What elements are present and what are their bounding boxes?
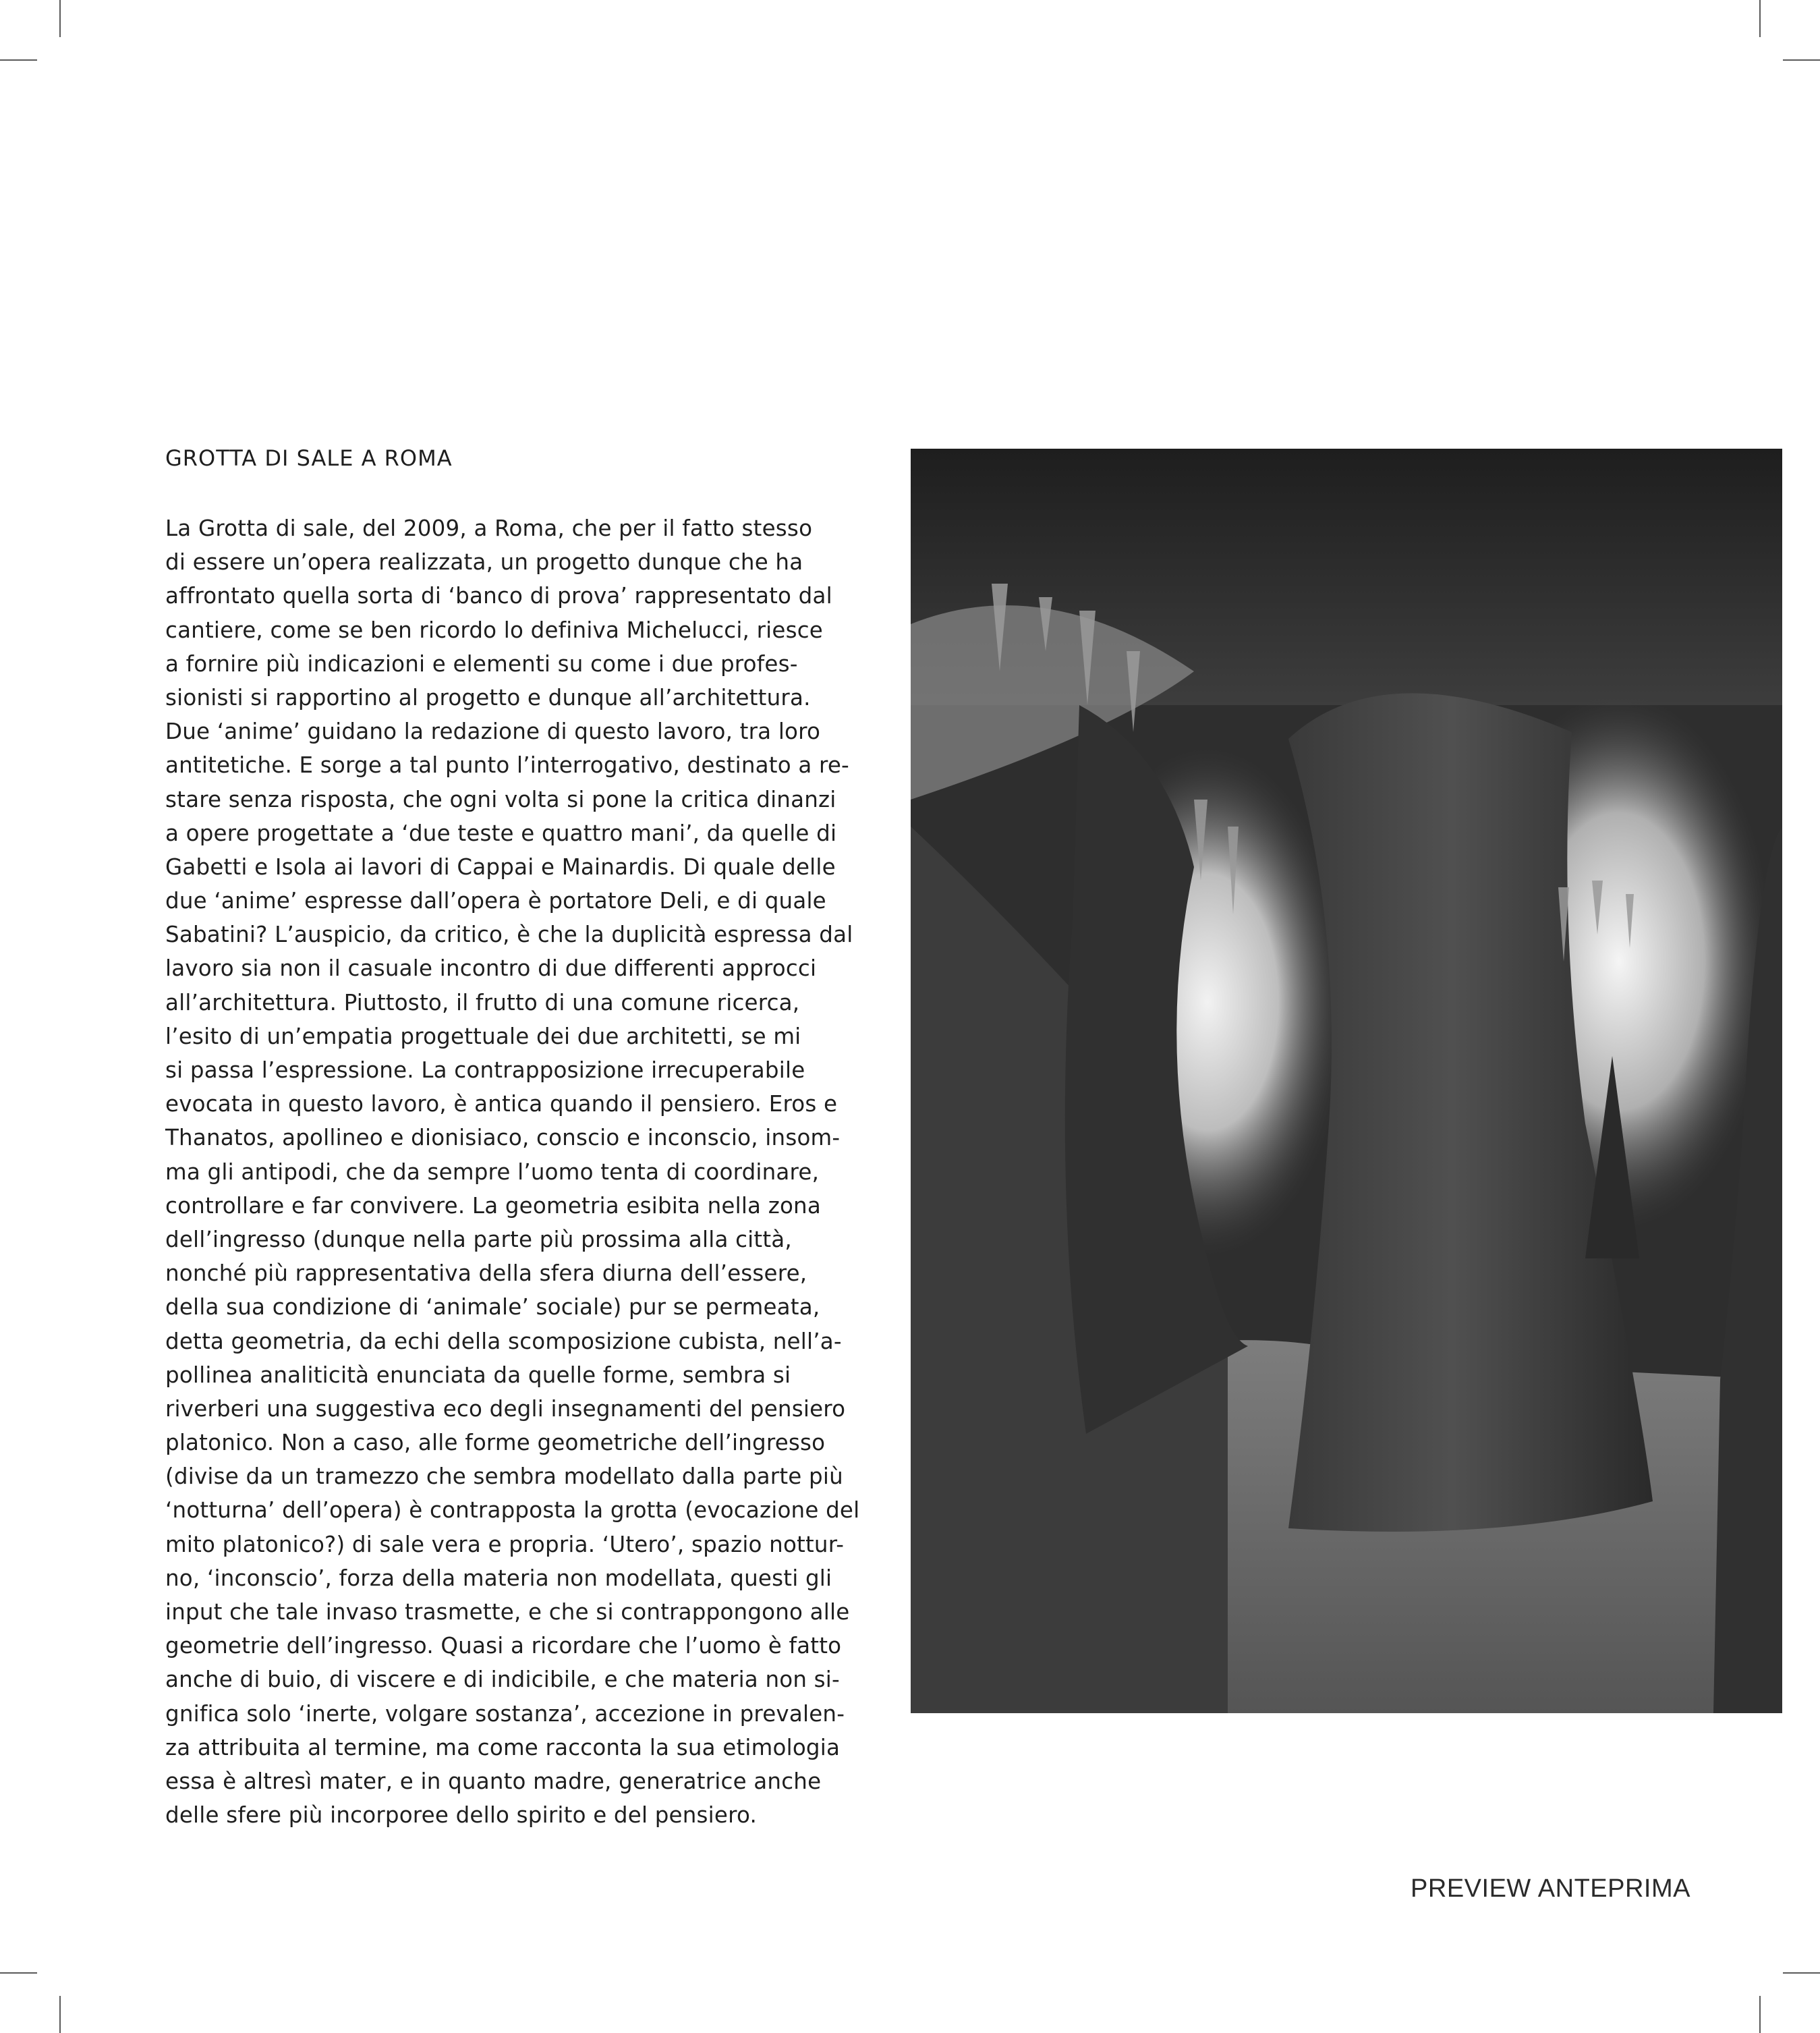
- body-line: di essere un’opera realizzata, un progetto dunque che ha: [165, 549, 803, 576]
- body-line: lavoro sia non il casuale incontro di due differenti approcci: [165, 955, 817, 982]
- body-line: due ‘anime’ espresse dall’opera è portatore Deli, e di quale: [165, 888, 826, 914]
- crop-mark-top-right-h: [1783, 59, 1820, 61]
- body-line: evocata in questo lavoro, è antica quando il pensiero. Eros e: [165, 1091, 838, 1117]
- crop-mark-bottom-right-h: [1783, 1972, 1820, 1974]
- body-line: Due ‘anime’ guidano la redazione di questo lavoro, tra loro: [165, 719, 821, 745]
- body-line: anche di buio, di viscere e di indicibile, e che materia non si-: [165, 1667, 840, 1693]
- body-line: Thanatos, apollineo e dionisiaco, conscio e inconscio, insom-: [165, 1125, 841, 1151]
- body-line: mito platonico?) di sale vera e propria. ‘Utero’, spazio nottur-: [165, 1531, 845, 1557]
- body-line: platonico. Non a caso, alle forme geometriche dell’ingresso: [165, 1430, 826, 1456]
- body-line: essa è altresì mater, e in quanto madre, generatrice anche: [165, 1768, 822, 1794]
- body-line: input che tale invaso trasmette, e che si contrappongono alle: [165, 1599, 850, 1625]
- body-line: ‘notturna’ dell’opera) è contrapposta la grotta (evocazione del: [165, 1497, 860, 1524]
- body-line: za attribuita al termine, ma come racconta la sua etimologia: [165, 1734, 841, 1760]
- crop-mark-bottom-left: [59, 1996, 61, 2033]
- body-line: cantiere, come se ben ricordo lo definiva Michelucci, riesce: [165, 617, 824, 643]
- body-line: La Grotta di sale, del 2009, a Roma, che per il fatto stesso: [165, 516, 813, 541]
- body-line: a fornire più indicazioni e elementi su come i due profes-: [165, 650, 798, 677]
- body-line: controllare e far convivere. La geometria esibita nella zona: [165, 1192, 821, 1219]
- article-body: [165, 511, 860, 1832]
- body-line: no, ‘inconscio’, forza della materia non modellata, questi gli: [165, 1565, 832, 1591]
- body-line: della sua condizione di ‘animale’ sociale) pur se permeata,: [165, 1294, 820, 1320]
- crop-mark-bottom-right: [1759, 1996, 1761, 2033]
- footer-label: [1411, 1874, 1690, 1903]
- body-line: a opere progettate a ‘due teste e quattro mani’, da quelle di: [165, 820, 837, 846]
- body-line: geometrie dell’ingresso. Quasi a ricordare che l’uomo è fatto: [165, 1633, 842, 1659]
- cave-photo-image: [911, 449, 1782, 1713]
- body-line: Sabatini? L’auspicio, da critico, è che la duplicità espressa dal: [165, 922, 853, 948]
- body-line: antitetiche. E sorge a tal punto l’interrogativo, destinato a re-: [165, 752, 849, 779]
- cave-photo: [911, 449, 1782, 1713]
- crop-mark-top-left-h: [0, 59, 37, 61]
- crop-mark-bottom-left-h: [0, 1972, 37, 1974]
- body-line: gnifica solo ‘inerte, volgare sostanza’, accezione in prevalen-: [165, 1700, 845, 1727]
- body-line: detta geometria, da echi della scomposizione cubista, nell’a-: [165, 1328, 842, 1354]
- body-line: affrontato quella sorta di ‘banco di prova’ rappresentato dal: [165, 583, 832, 609]
- body-line: all’architettura. Piuttosto, il frutto di una comune ricerca,: [165, 989, 800, 1015]
- body-line: delle sfere più incorporee dello spirito e del pensiero.: [165, 1802, 757, 1829]
- body-line: pollinea analiticità enunciata da quelle forme, sembra si: [165, 1362, 791, 1388]
- body-line: (divise da un tramezzo che sembra modellato dalla parte più: [165, 1464, 843, 1490]
- body-line: dell’ingresso (dunque nella parte più prossima alla città,: [165, 1226, 792, 1252]
- body-line: si passa l’espressione. La contrapposizione irrecuperabile: [165, 1057, 805, 1083]
- body-line: Gabetti e Isola ai lavori di Cappai e Mainardis. Di quale delle: [165, 854, 836, 880]
- crop-mark-top-right: [1759, 0, 1761, 37]
- footer-preview: PREVIEW: [1411, 1874, 1531, 1903]
- body-line: riverberi una suggestiva eco degli insegnamenti del pensiero: [165, 1395, 846, 1422]
- body-line: nonché più rappresentativa della sfera diurna dell’essere,: [165, 1260, 807, 1287]
- body-line: l’esito di un’empatia progettuale dei due architetti, se mi: [165, 1023, 801, 1049]
- body-line: ma gli antipodi, che da sempre l’uomo tenta di coordinare,: [165, 1159, 820, 1185]
- crop-mark-top-left: [59, 0, 61, 37]
- body-line: stare senza risposta, che ogni volta si pone la critica dinanzi: [165, 786, 836, 812]
- article-title: GROTTA DI SALE A ROMA: [165, 445, 453, 471]
- footer-anteprima: ANTEPRIMA: [1537, 1874, 1690, 1903]
- body-line: sionisti si rapportino al progetto e dunque all’architettura.: [165, 684, 811, 711]
